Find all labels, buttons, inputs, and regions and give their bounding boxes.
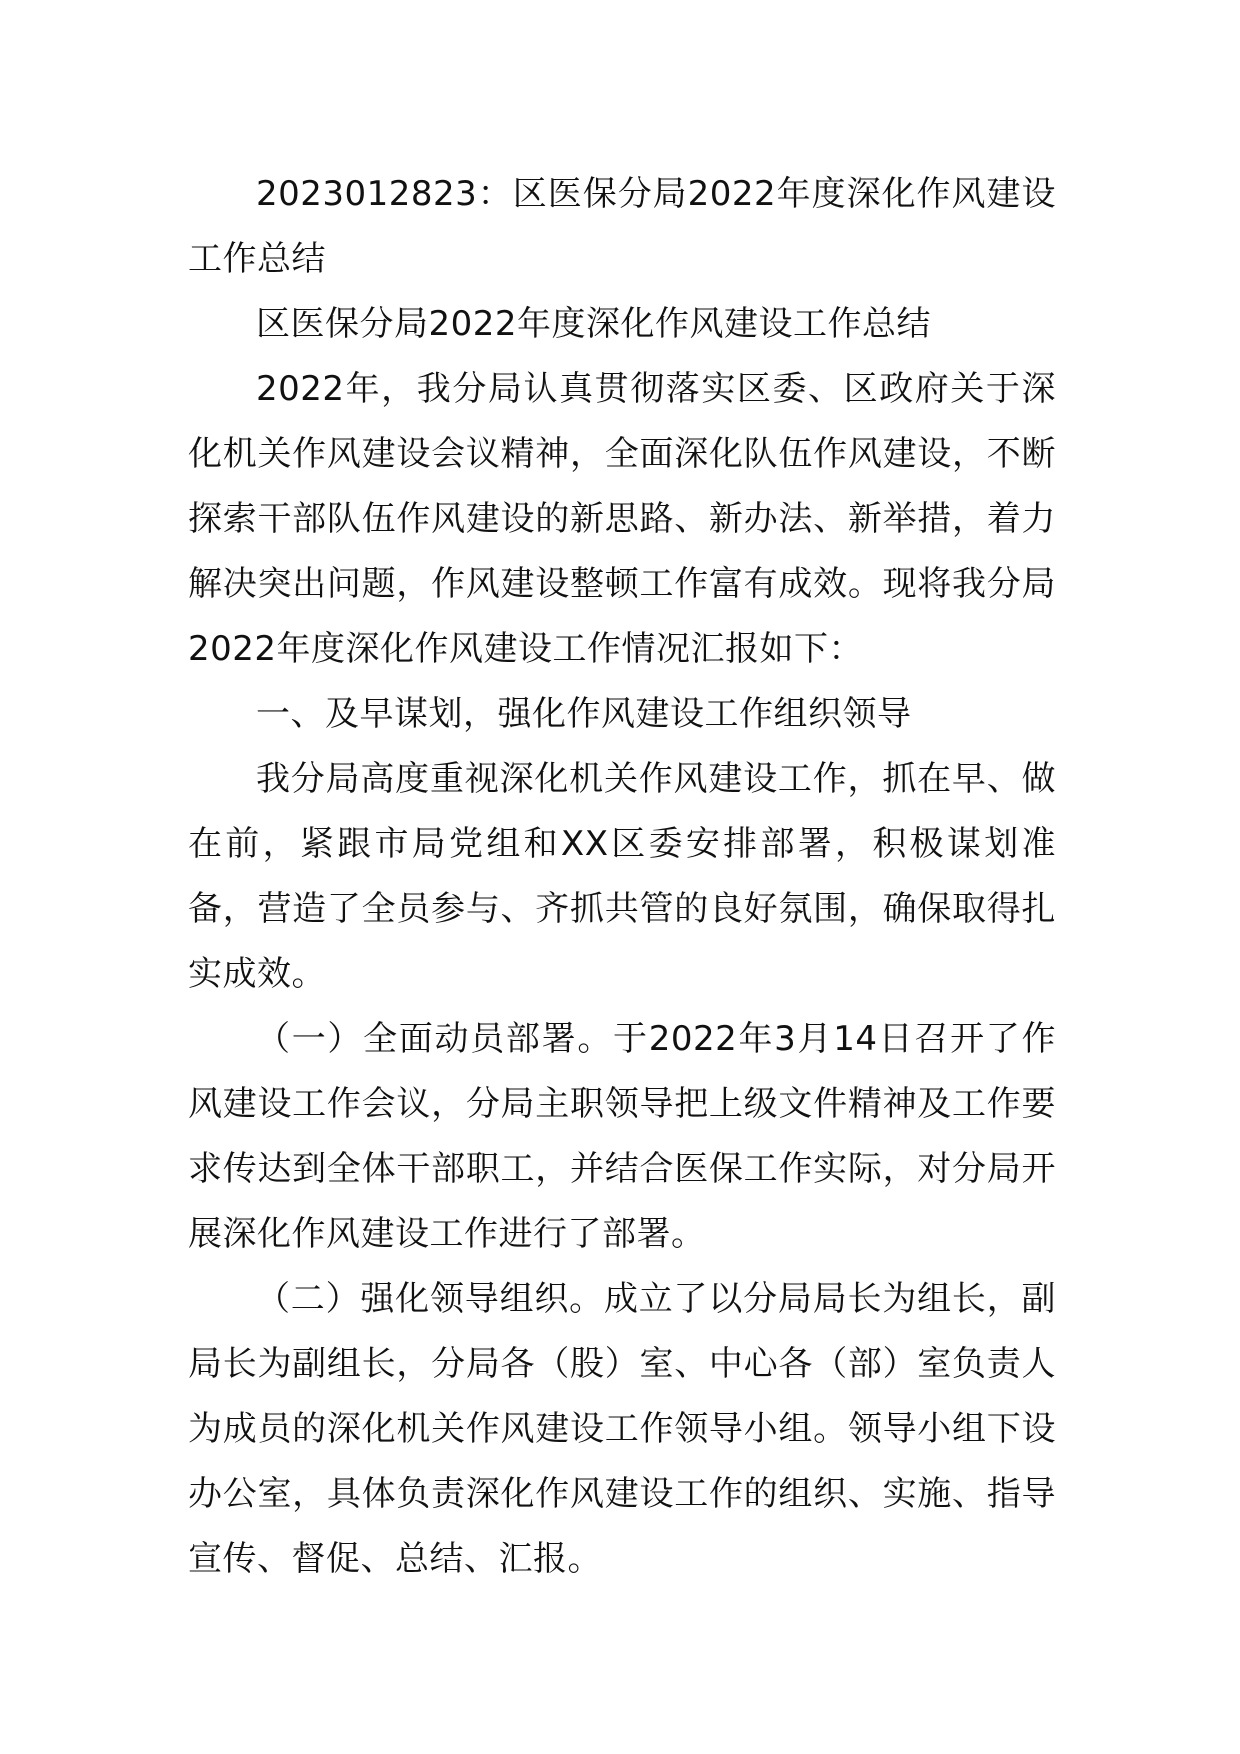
document-heading: 2023012823：区医保分局2022年度深化作风建设工作总结 <box>188 174 1056 279</box>
item-1-paragraph: （一）全面动员部署。于2022年3月14日召开了作风建设工作会议，分局主职领导把上级文件精神及工作要求传达到全体干部职工，并结合医保工作实际，对分局开展深化作风建设工作进行了部署。 <box>188 1019 1056 1254</box>
item-2-paragraph: （二）强化领导组织。成立了以分局局长为组长，副局长为副组长，分局各（股）室、中心各（部）室负责人为成员的深化机关作风建设工作领导小组。领导小组下设办公室，具体负责深化作风建设工作的组织、实施、指导宣传、督促、总结、汇报。 <box>188 1279 1056 1579</box>
section-1-title: 一、及早谋划，强化作风建设工作组织领导 <box>256 694 912 734</box>
section-1-body: 我分局高度重视深化机关作风建设工作，抓在早、做在前，紧跟市局党组和XX区委安排部署，积极谋划准备，营造了全员参与、齐抓共管的良好氛围，确保取得扎实成效。 <box>188 759 1056 994</box>
intro-paragraph: 2022年，我分局认真贯彻落实区委、区政府关于深化机关作风建设会议精神，全面深化队伍作风建设，不断探索干部队伍作风建设的新思路、新办法、新举措，着力解决突出问题，作风建设整顿工作富有成效。现将我分局2022年度深化作风建设工作情况汇报如下： <box>188 369 1056 669</box>
document-page <box>188 162 1056 1592</box>
document-subtitle: 区医保分局2022年度深化作风建设工作总结 <box>256 304 932 344</box>
